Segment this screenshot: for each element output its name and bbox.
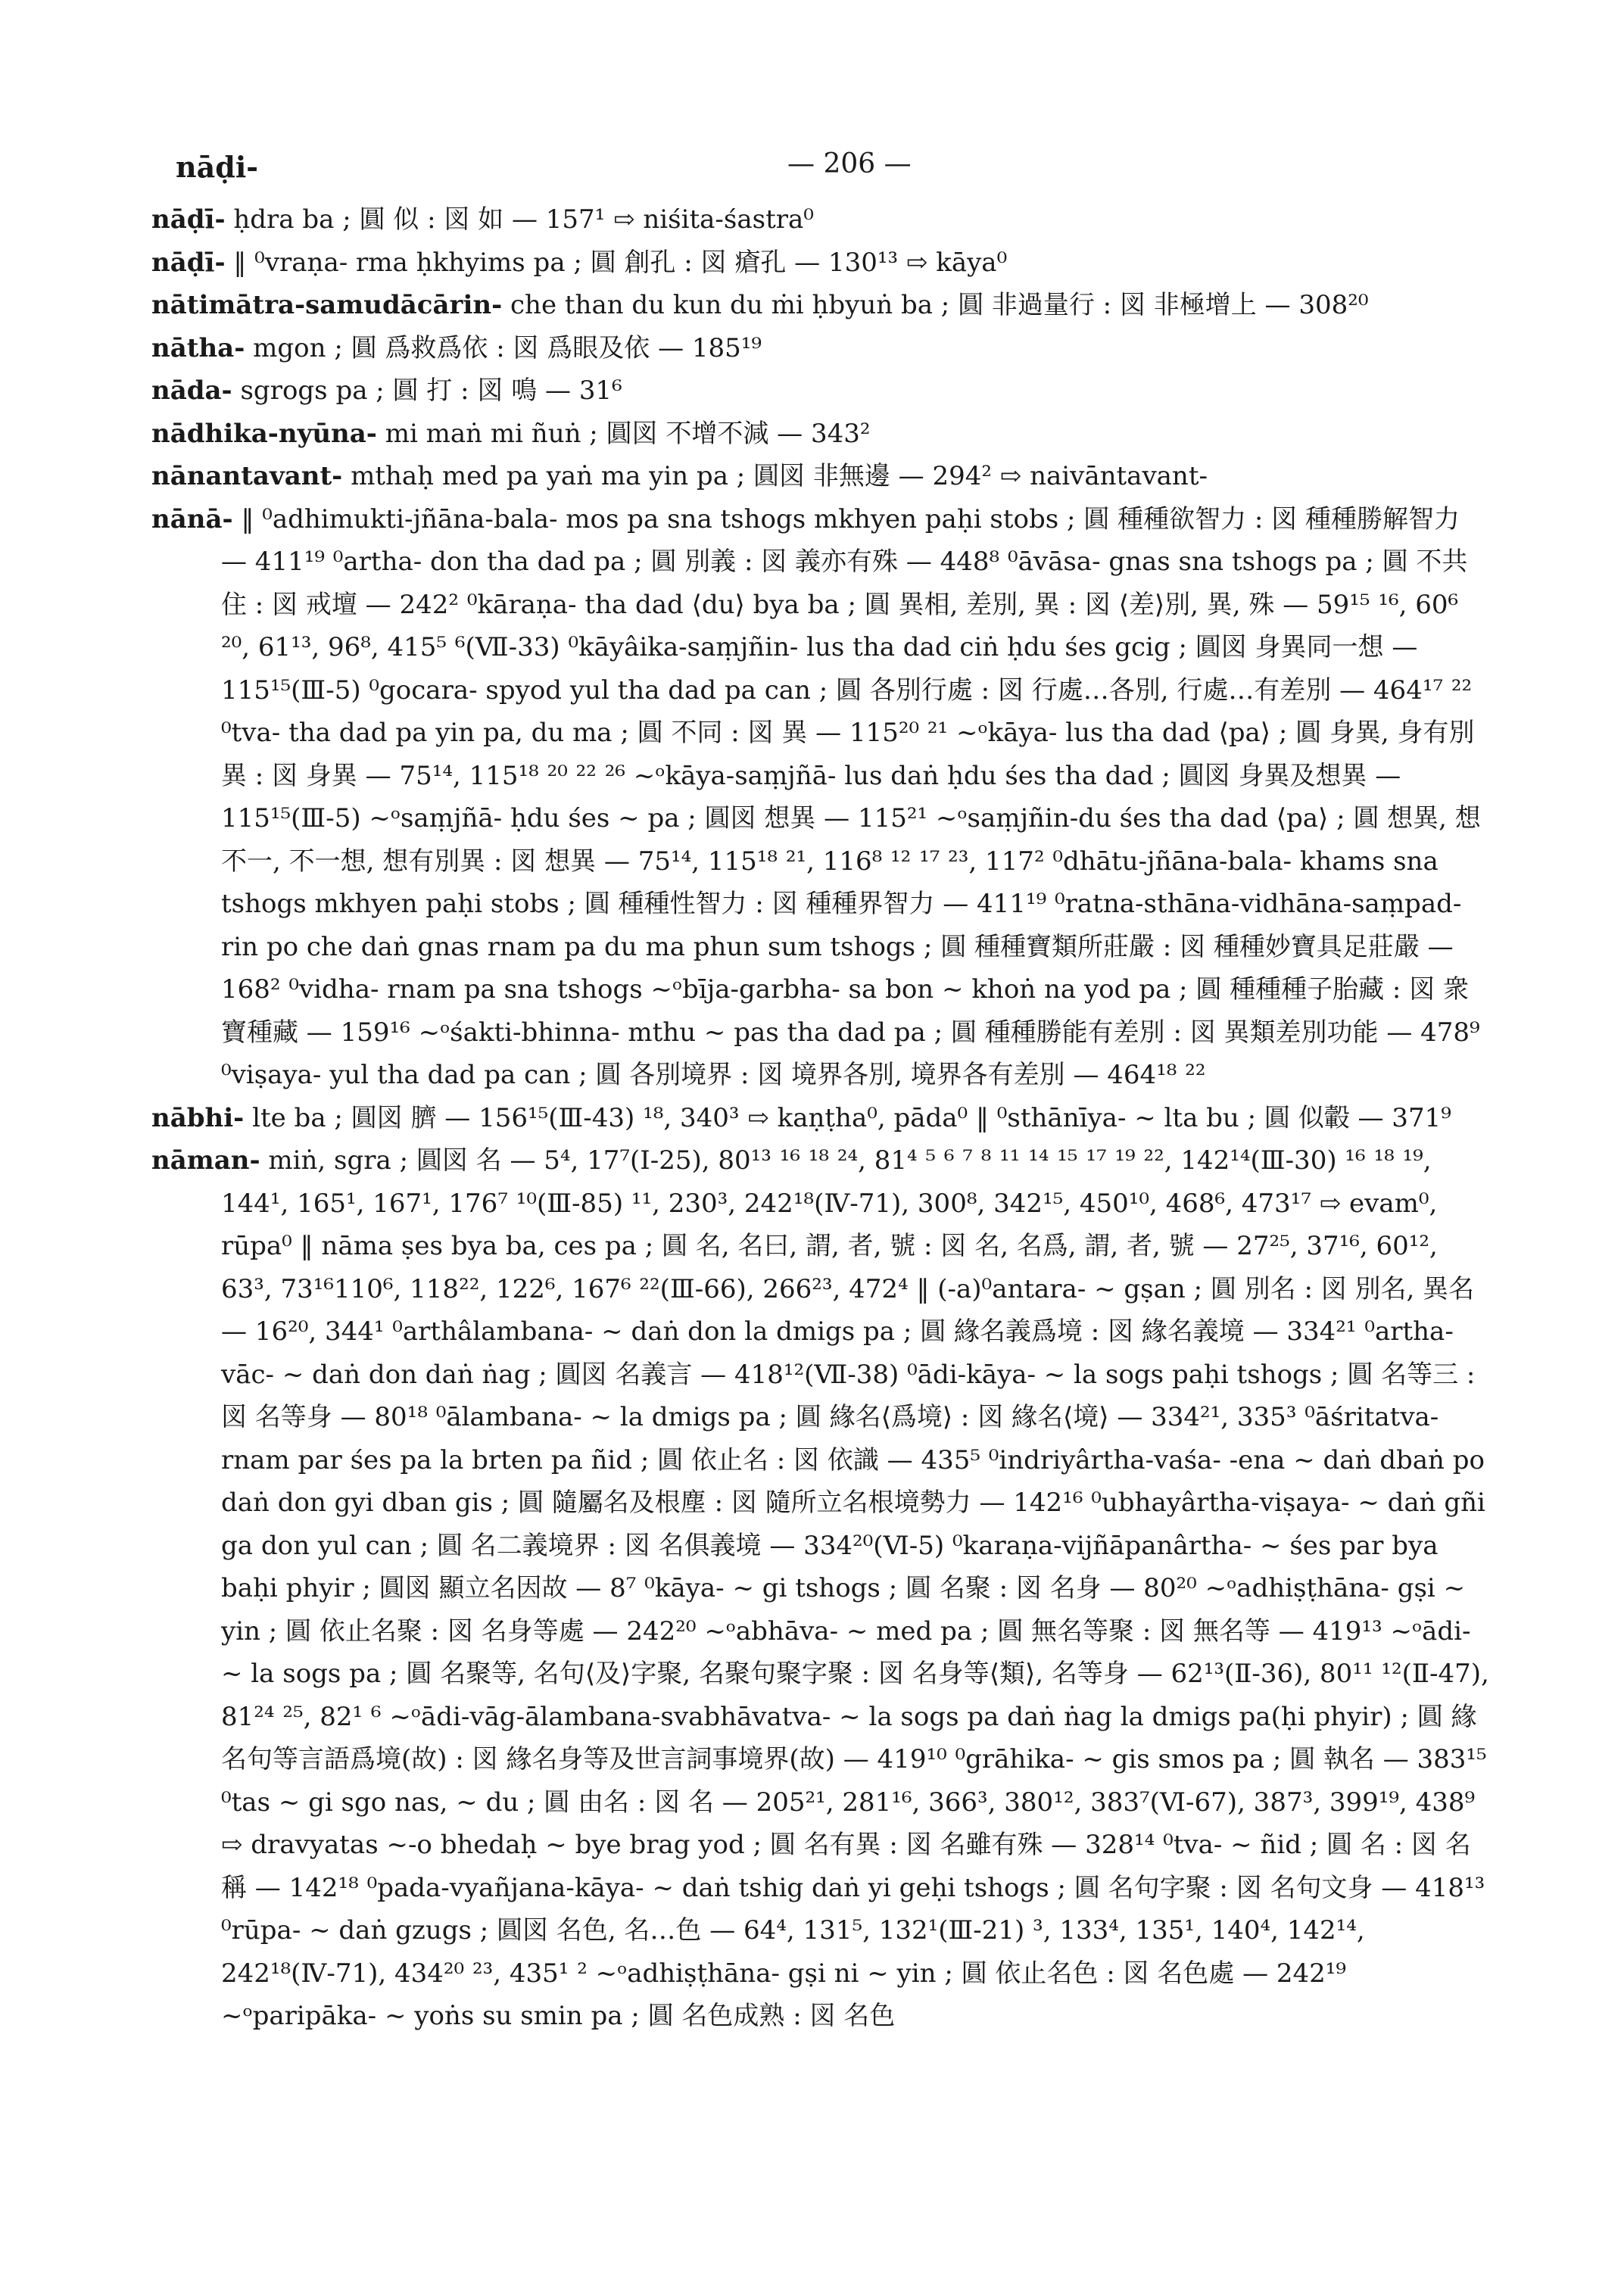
entry-body: miṅ, sgra ; 圓図 名 — 5⁴, 17⁷(Ⅰ-25), 80¹³ ¹⁶ ¹⁸ ²⁴, 81⁴ ⁵ ⁶ ⁷ ⁸ ¹¹ ¹⁴ ¹⁵ ¹⁷ ¹⁹ ²², 142¹⁴(Ⅲ-30) ¹⁶ ¹⁸ ¹⁹, 144¹, 165¹, 167¹, 176⁷ ¹⁰(Ⅲ-85) ¹¹, 230³, 242¹⁸(Ⅳ-71), 300⁸, 342¹⁵, 450¹⁰, 468⁶, 473¹⁷ ⇨ evam⁰, rūpa⁰ ‖ nāma ṣes bya ba, ces pa ; 圓 名, 名曰, 謂, 者, 號 : 図 名, 名爲, 謂, 者, 號 — 27²⁵, 37¹⁶, 60¹², 63³, 73¹⁶110⁶, 118²², 122⁶, 167⁶ ²²(Ⅲ-66), 266²³, 472⁴ ‖ (-a)⁰antara- ~ gṣan ; 圓 別名 : 図 別名, 異名 — 16²⁰, 344¹ ⁰arthâlambana- ~ daṅ don la dmigs pa ; 圓 緣名義爲境 : 図 緣名義境 — 334²¹ ⁰artha-vāc- ~ daṅ don daṅ ṅag ; 圓図 名義言 — 418¹²(Ⅶ-38) ⁰ādi-kāya- ~ la sogs paḥi tshogs ; 圓 名等三 : 図 名等身 — 80¹⁸ ⁰ālambana- ~ la dmigs pa ; 圓 緣名⟨爲境⟩ : 図 緣名⟨境⟩ — 334²¹, 335³ ⁰āśritatva-rnam par śes pa la brten pa ñid ; 圓 依止名 : 図 依識 — 435⁵ ⁰indriyârtha-vaśa- -ena ~ daṅ dbaṅ po daṅ don gyi dban gis ; 圓 隨屬名及根塵 : 図 隨所立名根境勢力 — 142¹⁶ ⁰ubhayârtha-viṣaya- ~ daṅ gñi ga don yul can ; 圓 名二義境界 : 図 名俱義境 — 334²⁰(Ⅵ-5) ⁰karaṇa-vijñāpanârtha- ~ śes par bya baḥi phyir ; 圓図 顯立名因故 — 8⁷ ⁰kāya- ~ gi tshogs ; 圓 名聚 : 図 名身 — 80²⁰ ~ᵒadhiṣṭhāna- gṣi ~ yin ; 圓 依止名聚 : 図 名身等處 — 242²⁰ ~ᵒabhāva- ~ med pa ; 圓 無名等聚 : 図 無名等 — 419¹³ ~ᵒādi- ~ la sogs pa ; 圓 名聚等, 名句⟨及⟩字聚, 名聚句聚字聚 : 図 名身等⟨類⟩, 名等身 — 62¹³(Ⅱ-36), 80¹¹ ¹²(Ⅱ-47), 81²⁴ ²⁵, 82¹ ⁶ ~ᵒādi-vāg-ālambana-svabhāvatva- ~ la sogs pa daṅ ṅag la dmigs pa(ḥi phyir) ; 圓 緣名句等言語爲境(故) : 図 緣名身等及世言詞事境界(故) — 419¹⁰ ⁰grāhika- ~ gis smos pa ; 圓 執名 — 383¹⁵ ⁰tas ~ gi sgo nas, ~ du ; 圓 由名 : 図 名 — 205²¹, 281¹⁶, 366³, 380¹², 383⁷(Ⅵ-67), 387³, 399¹⁹, 438⁹ ⇨ dravyatas ~-o bhedaḥ ~ bye brag yod ; 圓 名有異 : 図 名雖有殊 — 328¹⁴ ⁰tva- ~ ñid ; 圓 名 : 図 名稱 — 142¹⁸ ⁰pada-vyañjana-kāya- ~ daṅ tshig daṅ yi geḥi tshogs ; 圓 名句字聚 : 図 名句文身 — 418¹³ ⁰rūpa- ~ daṅ gzugs ; 圓図 名色, 名…色 — 64⁴, 131⁵, 132¹(Ⅲ-21) ³, 133⁴, 135¹, 140⁴, 142¹⁴, 242¹⁸(Ⅳ-71), 434²⁰ ²³, 435¹ ² ~ᵒadhiṣṭhāna- gṣi ni ~ yin ; 圓 依止名色 : 図 名色處 — 242¹⁹ ~ᵒparipāka- ~ yoṅs su smin pa ; 圓 名色成熟 : 図 名色	[221, 1145, 1489, 2031]
page-number: — 206 —	[787, 148, 912, 179]
entry	[151, 1097, 1492, 1140]
entry-headword: nābhi-	[151, 1102, 245, 1133]
entry	[151, 1139, 1492, 2038]
entry-headword: nānā-	[151, 503, 233, 534]
entry-headword: nāḍī-	[151, 247, 226, 278]
entry-body: mthaḥ med pa yaṅ ma yin pa ; 圓図 非無邊 — 294² ⇨ naivāntavant-	[351, 461, 1208, 491]
entry-body: mi maṅ mi ñuṅ ; 圓図 不增不減 — 343²	[385, 418, 871, 449]
entry	[151, 198, 1492, 241]
entry	[151, 498, 1492, 1097]
entry-headword: nāda-	[151, 375, 232, 406]
entry-headword: nādhika-nyūna-	[151, 418, 377, 449]
entry	[151, 413, 1492, 456]
entry-body: ‖ ⁰adhimukti-jñāna-bala- mos pa sna tshogs mkhyen paḥi stobs ; 圓 種種欲智力 : 図 種種勝解智力 — 411¹⁹ ⁰artha- don tha dad pa ; 圓 別義 : 図 義亦有殊 — 448⁸ ⁰āvāsa- gnas sna tshogs pa ; 圓 不共住 : 図 戒壇 — 242² ⁰kāraṇa- tha dad ⟨du⟩ bya ba ; 圓 異相, 差別, 異 : 図 ⟨差⟩別, 異, 殊 — 59¹⁵ ¹⁶, 60⁶ ²⁰, 61¹³, 96⁸, 415⁵ ⁶(Ⅶ-33) ⁰kāyâika-saṃjñin- lus tha dad ciṅ ḥdu śes gcig ; 圓図 身異同一想 — 115¹⁵(Ⅲ-5) ⁰gocara- spyod yul tha dad pa can ; 圓 各別行處 : 図 行處…各別, 行處…有差別 — 464¹⁷ ²² ⁰tva- tha dad pa yin pa, du ma ; 圓 不同 : 図 異 — 115²⁰ ²¹ ~ᵒkāya- lus tha dad ⟨pa⟩ ; 圓 身異, 身有別異 : 図 身異 — 75¹⁴, 115¹⁸ ²⁰ ²² ²⁶ ~ᵒkāya-saṃjñā- lus daṅ ḥdu śes tha dad ; 圓図 身異及想異 — 115¹⁵(Ⅲ-5) ~ᵒsaṃjñā- ḥdu śes ~ pa ; 圓図 想異 — 115²¹ ~ᵒsaṃjñin-du śes tha dad ⟨pa⟩ ; 圓 想異, 想不一, 不一想, 想有別異 : 図 想異 — 75¹⁴, 115¹⁸ ²¹, 116⁸ ¹² ¹⁷ ²³, 117² ⁰dhātu-jñāna-bala- khams sna tshogs mkhyen paḥi stobs ; 圓 種種性智力 : 図 種種界智力 — 411¹⁹ ⁰ratna-sthāna-vidhāna-saṃpad- rin po che daṅ gnas rnam pa du ma phun sum tshogs ; 圓 種種寶類所莊嚴 : 図 種種妙寶具足莊嚴 — 168² ⁰vidha- rnam pa sna tshogs ~ᵒbīja-garbha- sa bon ~ khoṅ na yod pa ; 圓 種種種子胎藏 : 図 衆寶種藏 — 159¹⁶ ~ᵒśakti-bhinna- mthu ~ pas tha dad pa ; 圓 種種勝能有差別 : 図 異類差別功能 — 478⁹ ⁰viṣaya- yul tha dad pa can ; 圓 各別境界 : 図 境界各別, 境界各有差別 — 464¹⁸ ²²	[221, 503, 1481, 1090]
entry-list	[151, 198, 1492, 2038]
entry	[151, 327, 1492, 370]
entry	[151, 455, 1492, 498]
entry-body: mgon ; 圓 爲救爲依 : 図 爲眼及依 — 185¹⁹	[253, 332, 762, 363]
entry-headword: nātha-	[151, 332, 245, 363]
entry-body: sgrogs pa ; 圓 打 : 図 鳴 — 31⁶	[240, 375, 622, 406]
entry-body: ḥdra ba ; 圓 似 : 図 如 — 157¹ ⇨ niśita-śastra⁰	[233, 204, 814, 235]
entry-body: ‖ ⁰vraṇa- rma ḥkhyims pa ; 圓 創孔 : 図 瘡孔 — 130¹³ ⇨ kāya⁰	[233, 247, 1008, 278]
entry	[151, 284, 1492, 327]
running-head: nāḍi-	[176, 150, 259, 184]
entry-body: lte ba ; 圓図 臍 — 156¹⁵(Ⅲ-43) ¹⁸, 340³ ⇨ kaṇṭha⁰, pāda⁰ ‖ ⁰sthānīya- ~ lta bu ; 圓 似轂 — 371⁹	[252, 1102, 1451, 1133]
entry	[151, 369, 1492, 413]
entry-body: che than du kun du ṁi ḥbyuṅ ba ; 圓 非過量行 : 図 非極增上 — 308²⁰	[510, 290, 1369, 320]
entry-headword: nāman-	[151, 1145, 260, 1176]
entry-headword: nānantavant-	[151, 461, 343, 491]
entry	[151, 241, 1492, 285]
entry-headword: nāḍī-	[151, 204, 226, 235]
entry-headword: nātimātra-samudācārin-	[151, 290, 503, 320]
